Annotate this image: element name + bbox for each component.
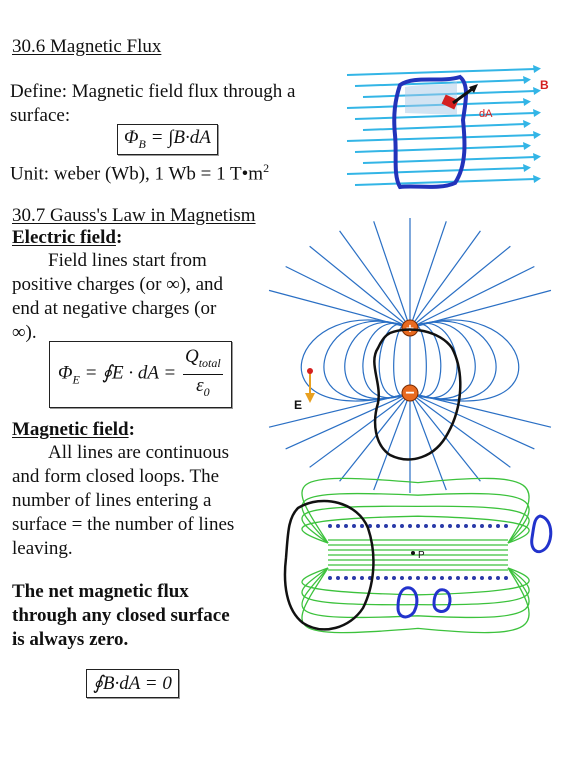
coil-dot-top — [504, 524, 508, 528]
magnetic-field-label: Magnetic field — [12, 419, 129, 440]
electric-field-label: Electric field — [12, 227, 116, 248]
flux-subscript: B — [138, 136, 146, 151]
coil-dot-top — [384, 524, 388, 528]
flux-arrowhead — [523, 98, 531, 106]
gauss-magnetic-formula — [86, 669, 179, 698]
coil-dot-bottom — [424, 576, 428, 580]
dA-label: dA — [479, 108, 493, 120]
small-loop-right — [532, 516, 551, 552]
magnetic-text-line2: and form closed loops. The — [12, 466, 220, 487]
coil-dot-bottom — [432, 576, 436, 580]
epsilon-symbol: ε — [196, 374, 204, 396]
test-point — [307, 368, 313, 374]
coil-dot-bottom — [448, 576, 452, 580]
coil-dot-top — [408, 524, 412, 528]
net-flux-line3: is always zero. — [12, 629, 129, 650]
flux-surface-figure — [345, 65, 560, 200]
electric-field-heading — [12, 226, 122, 250]
coil-dot-top — [496, 524, 500, 528]
coil-dot-bottom — [440, 576, 444, 580]
dipole-field-lines — [269, 218, 551, 493]
coil-dot-bottom — [392, 576, 396, 580]
coil-dot-top — [456, 524, 460, 528]
electric-flux-subscript: E — [72, 372, 80, 387]
dipole-line — [410, 322, 475, 398]
electric-text-line2: positive charges (or ∞), and — [12, 274, 224, 295]
coil-dot-bottom — [376, 576, 380, 580]
minus-sign: − — [405, 385, 415, 402]
define-text-line1: Define: Magnetic field flux through a — [10, 81, 296, 102]
magnetic-field-heading — [12, 418, 135, 442]
coil-dot-bottom — [504, 576, 508, 580]
electric-field-colon: : — [115, 227, 123, 248]
flux-arrow-line — [363, 124, 525, 130]
electric-flux-symbol: Φ — [58, 362, 73, 384]
magnetic-flux-formula — [117, 124, 218, 155]
coil-dot-bottom — [472, 576, 476, 580]
solenoid-outer-line — [302, 478, 529, 543]
B-label: B — [540, 78, 549, 92]
flux-arrowhead — [523, 120, 531, 128]
section-heading-magnetic-flux: 30.6 Magnetic Flux — [12, 36, 162, 57]
flux-arrow-line — [347, 168, 525, 174]
flux-arrowhead — [533, 65, 541, 73]
dipole-radial-line — [410, 393, 446, 490]
flux-arrow-line — [347, 135, 535, 141]
coil-dot-bottom — [360, 576, 364, 580]
electric-dipole-figure — [270, 233, 560, 483]
dipole-radial-line — [410, 266, 534, 328]
electric-flux-integral: = ∮E · dA = — [79, 362, 177, 384]
section-heading-gauss-magnetism: 30.7 Gauss's Law in Magnetism — [12, 205, 256, 226]
flux-arrow-line — [347, 69, 535, 75]
electric-text-line1: Field lines start from — [48, 250, 207, 271]
dipole-radial-line — [269, 290, 410, 328]
small-loop-2 — [434, 590, 450, 612]
gauss-magnetic-expression: ∮B·dA = 0 — [93, 673, 172, 694]
gauss-electric-formula — [49, 341, 232, 408]
flux-arrow-line — [355, 146, 525, 152]
coil-dot-top — [360, 524, 364, 528]
electric-text-line3: end at negative charges (or — [12, 298, 217, 319]
flux-arrowhead — [533, 175, 541, 183]
coil-dot-top — [352, 524, 356, 528]
coil-dot-top — [328, 524, 332, 528]
solenoid-outer-line — [302, 506, 529, 543]
unit-exponent: 2 — [263, 161, 270, 175]
coil-dot-bottom — [496, 576, 500, 580]
coil-dot-top — [464, 524, 468, 528]
electric-text-line4: ∞). — [12, 322, 37, 343]
magnetic-text-line1: All lines are continuous — [48, 442, 229, 463]
flux-arrowhead — [533, 109, 541, 117]
epsilon-subscript: 0 — [203, 384, 210, 399]
coil-dot-bottom — [408, 576, 412, 580]
coil-dot-top — [400, 524, 404, 528]
coil-dot-bottom — [416, 576, 420, 580]
flux-integral: = ∫B·dA — [145, 127, 211, 148]
flux-symbol: Φ — [124, 127, 139, 148]
coil-dot-top — [344, 524, 348, 528]
coil-dot-top — [376, 524, 380, 528]
magnetic-text-line5: leaving. — [12, 538, 73, 559]
define-text-line2: surface: — [10, 105, 71, 126]
unit-text — [10, 156, 269, 186]
magnetic-text-line4: surface = the number of lines — [12, 514, 235, 535]
coil-dot-top — [416, 524, 420, 528]
coil-dot-bottom — [384, 576, 388, 580]
net-flux-line2: through any closed surface — [12, 605, 230, 626]
solenoid-outer-line — [302, 494, 529, 543]
flux-arrowhead — [523, 164, 531, 172]
small-loop-1 — [398, 588, 417, 617]
flux-arrowhead — [533, 131, 541, 139]
coil-dot-bottom — [456, 576, 460, 580]
magnetic-field-colon: : — [128, 419, 135, 440]
charge-fraction — [183, 346, 223, 403]
dipole-radial-line — [410, 393, 551, 427]
solenoid-outer-line — [302, 516, 529, 543]
e-vector-arrowhead — [305, 393, 315, 403]
coil-dot-top — [480, 524, 484, 528]
dipole-line — [410, 321, 496, 400]
solenoid-figure — [268, 488, 560, 653]
plus-sign: + — [405, 320, 415, 336]
flux-arrowhead — [533, 153, 541, 161]
fraction-numerator — [183, 346, 223, 375]
coil-dot-top — [392, 524, 396, 528]
coil-dot-top — [336, 524, 340, 528]
coil-dot-bottom — [344, 576, 348, 580]
flux-arrowhead — [523, 142, 531, 150]
coil-dot-top — [440, 524, 444, 528]
coil-dot-top — [488, 524, 492, 528]
field-arrows — [347, 65, 541, 185]
unit-text-body: Unit: weber (Wb), 1 Wb = 1 T•m — [10, 163, 264, 185]
coil-dot-bottom — [480, 576, 484, 580]
q-symbol: Q — [184, 346, 199, 367]
dipole-radial-line — [410, 221, 446, 328]
dipole-line — [324, 321, 410, 400]
net-flux-line1: The net magnetic flux — [12, 581, 189, 602]
coil-dot-top — [448, 524, 452, 528]
dipole-radial-line — [269, 393, 410, 427]
point-P — [411, 551, 415, 555]
coil-dot-bottom — [336, 576, 340, 580]
dipole-radial-line — [286, 266, 410, 328]
flux-arrow-line — [363, 157, 535, 163]
coil-dot-bottom — [488, 576, 492, 580]
q-subscript: total — [198, 355, 221, 370]
dipole-radial-line — [410, 290, 551, 328]
magnetic-text-line3: number of lines entering a — [12, 490, 212, 511]
P-label: P — [418, 550, 425, 561]
flux-arrowhead — [523, 76, 531, 84]
coil-dot-top — [432, 524, 436, 528]
coil-dot-bottom — [328, 576, 332, 580]
coil-dot-top — [424, 524, 428, 528]
coil-dot-bottom — [352, 576, 356, 580]
E-label: E — [294, 398, 303, 412]
coil-dot-bottom — [464, 576, 468, 580]
coil-dot-bottom — [400, 576, 404, 580]
fraction-denominator — [196, 375, 210, 403]
dipole-radial-line — [374, 221, 410, 328]
coil-dot-top — [472, 524, 476, 528]
